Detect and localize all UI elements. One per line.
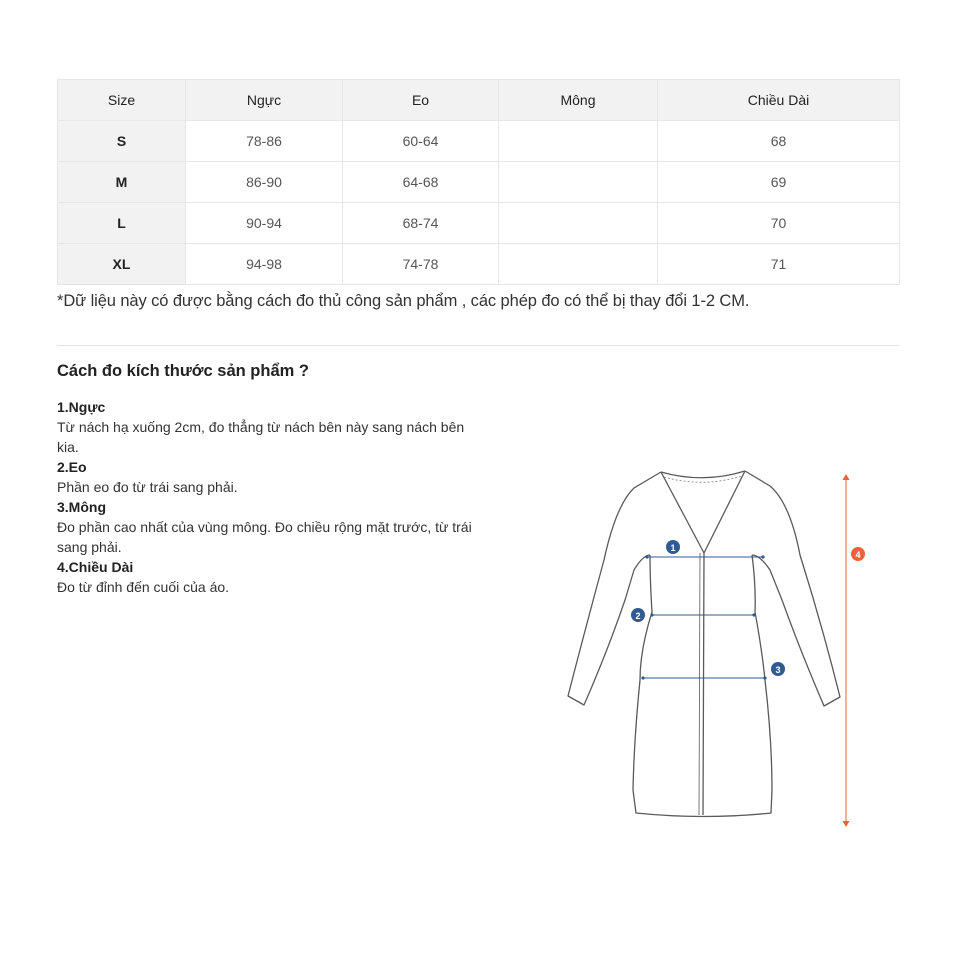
cell-size: L xyxy=(58,203,186,244)
step-chest-text: Từ nách hạ xuống 2cm, đo thẳng từ nách bên này sang nách bên kia. xyxy=(57,419,465,455)
size-table xyxy=(57,79,900,285)
cell-waist: 64-68 xyxy=(343,162,499,203)
cell-length: 71 xyxy=(658,244,900,285)
svg-text:3: 3 xyxy=(775,665,781,675)
cell-hip xyxy=(499,162,658,203)
header-length: Chiều Dài xyxy=(658,80,900,121)
marker-chest xyxy=(666,540,680,554)
step-waist-text: Phần eo đo từ trái sang phải. xyxy=(57,479,238,495)
cell-length: 68 xyxy=(658,121,900,162)
garment-diagram xyxy=(556,462,876,832)
step-length-text: Đo từ đỉnh đến cuối của áo. xyxy=(57,579,230,595)
svg-text:4: 4 xyxy=(855,550,861,560)
cell-length: 70 xyxy=(658,203,900,244)
table-row xyxy=(58,162,900,203)
header-chest: Ngực xyxy=(186,80,343,121)
cell-waist: 68-74 xyxy=(343,203,499,244)
cell-chest: 90-94 xyxy=(186,203,343,244)
svg-text:2: 2 xyxy=(635,611,641,621)
cell-hip xyxy=(499,244,658,285)
cell-chest: 78-86 xyxy=(186,121,343,162)
measurement-guide xyxy=(57,397,477,597)
length-line xyxy=(843,474,850,827)
cell-size: S xyxy=(58,121,186,162)
cell-waist: 60-64 xyxy=(343,121,499,162)
cell-size: XL xyxy=(58,244,186,285)
cell-chest: 94-98 xyxy=(186,244,343,285)
measurement-note: *Dữ liệu này có được bằng cách đo thủ công sản phẩm , các phép đo có thể bị thay đổi 1-2 CM. xyxy=(57,292,750,310)
step-chest-title: 1.Ngực xyxy=(57,399,106,415)
step-hip-title: 3.Mông xyxy=(57,499,106,515)
marker-length xyxy=(851,547,865,561)
header-hip: Mông xyxy=(499,80,658,121)
header-size: Size xyxy=(58,80,186,121)
table-row xyxy=(58,121,900,162)
cell-hip xyxy=(499,203,658,244)
dress-outline xyxy=(568,471,840,817)
step-hip-text: Đo phần cao nhất của vùng mông. Đo chiều rộng mặt trước, từ trái sang phải. xyxy=(57,519,472,555)
cell-waist: 74-78 xyxy=(343,244,499,285)
section-divider xyxy=(57,345,899,346)
table-row xyxy=(58,244,900,285)
step-waist-title: 2.Eo xyxy=(57,459,87,475)
table-row xyxy=(58,203,900,244)
table-header-row xyxy=(58,80,900,121)
guide-title: Cách đo kích thước sản phẩm ? xyxy=(57,362,309,380)
cell-size: M xyxy=(58,162,186,203)
collar-stitch xyxy=(664,476,742,482)
cell-chest: 86-90 xyxy=(186,162,343,203)
cell-hip xyxy=(499,121,658,162)
cell-length: 69 xyxy=(658,162,900,203)
svg-text:1: 1 xyxy=(670,543,676,553)
marker-hip xyxy=(771,662,785,676)
step-length-title: 4.Chiều Dài xyxy=(57,559,134,575)
marker-waist xyxy=(631,608,645,622)
header-waist: Eo xyxy=(343,80,499,121)
